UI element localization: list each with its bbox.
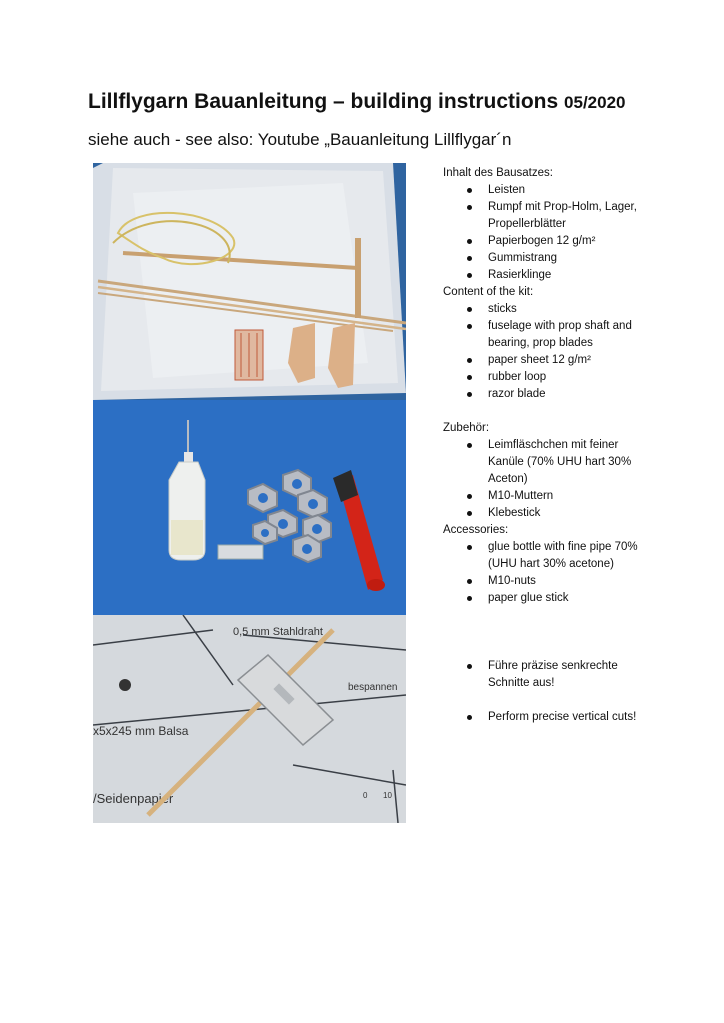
kit-de-heading: Inhalt des Bausatzes: bbox=[443, 167, 553, 179]
kit-en-list bbox=[443, 301, 643, 403]
accessories-photo bbox=[93, 400, 406, 615]
list-item: Leimfläschchen mit feiner Kanüle (70% UHU hart 30% Aceton) bbox=[443, 437, 643, 488]
tip-item: Perform precise vertical cuts! bbox=[443, 709, 643, 726]
list-item: rubber loop bbox=[443, 369, 643, 386]
list-item: paper glue stick bbox=[443, 590, 643, 607]
balsa-label: x5x245 mm Balsa bbox=[93, 724, 189, 738]
title-date: 05/2020 bbox=[564, 93, 626, 112]
list-item: Papierbogen 12 g/m² bbox=[443, 233, 643, 250]
list-item: razor blade bbox=[443, 386, 643, 403]
cutting-photo bbox=[93, 615, 406, 823]
ruler-0: 0 bbox=[363, 791, 368, 800]
list-item: M10-nuts bbox=[443, 573, 643, 590]
wire-label: 0,5 mm Stahldraht bbox=[233, 626, 323, 638]
ruler-10: 10 bbox=[383, 791, 392, 800]
kit-en-heading: Content of the kit: bbox=[443, 286, 534, 298]
acc-de-list bbox=[443, 437, 643, 522]
list-item: fuselage with prop shaft and bearing, prop blades bbox=[443, 318, 643, 352]
tip-item: Führe präzise senkrechte Schnitte aus! bbox=[443, 658, 643, 692]
kit-de-list bbox=[443, 182, 643, 284]
photo-column bbox=[93, 163, 406, 823]
tips-list bbox=[443, 658, 643, 692]
cover-label: bespannen bbox=[348, 682, 398, 693]
kit-contents-photo bbox=[93, 163, 406, 400]
list-item: Rumpf mit Prop-Holm, Lager, Propellerblätter bbox=[443, 199, 643, 233]
list-item: glue bottle with fine pipe 70% (UHU hart 30% acetone) bbox=[443, 539, 643, 573]
list-item: Rasierklinge bbox=[443, 267, 643, 284]
paper-label: /Seidenpapier bbox=[93, 791, 174, 806]
list-item: Klebestick bbox=[443, 505, 643, 522]
list-item: M10-Muttern bbox=[443, 488, 643, 505]
tips-list-en bbox=[443, 709, 643, 726]
title-main: Lillflygarn Bauanleitung – building instructions bbox=[88, 90, 559, 113]
acc-en-heading: Accessories: bbox=[443, 524, 509, 536]
list-item: Gummistrang bbox=[443, 250, 643, 267]
list-item: paper sheet 12 g/m² bbox=[443, 352, 643, 369]
acc-en-list bbox=[443, 539, 643, 607]
page-subtitle: siehe auch - see also: Youtube „Bauanleitung Lillflygar´n bbox=[88, 130, 512, 149]
kit-description bbox=[443, 165, 643, 726]
list-item: sticks bbox=[443, 301, 643, 318]
acc-de-heading: Zubehör: bbox=[443, 422, 490, 434]
list-item: Leisten bbox=[443, 182, 643, 199]
page-title bbox=[88, 90, 688, 114]
